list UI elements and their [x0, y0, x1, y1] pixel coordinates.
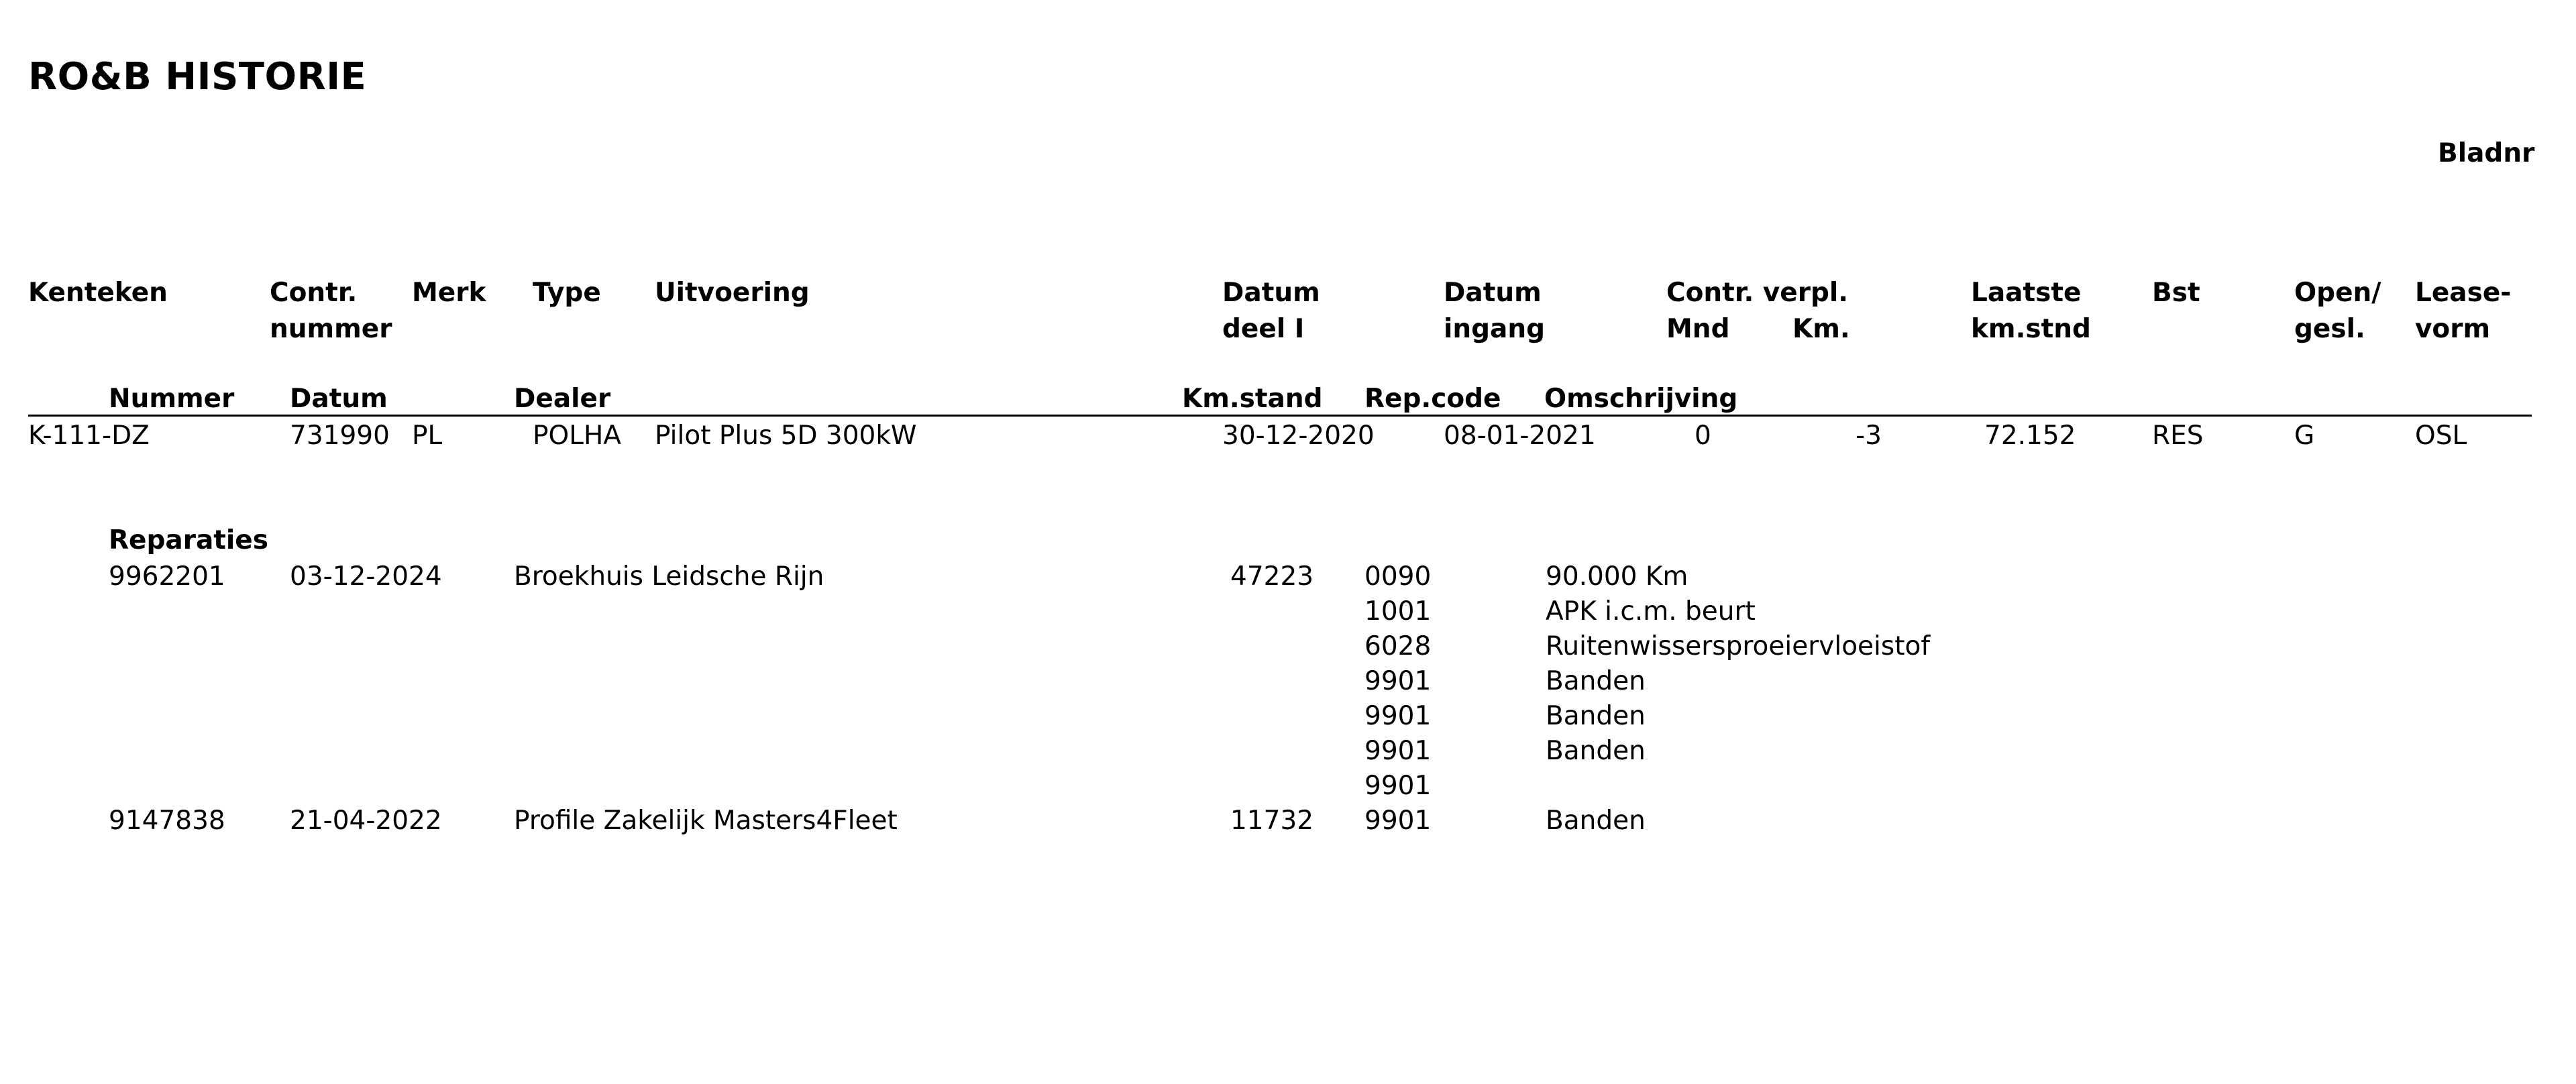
header-datum-deel-line2: deel I — [1222, 314, 1305, 344]
repair-line-code: 1001 — [1364, 596, 1432, 627]
repair-line-code: 9901 — [1364, 736, 1432, 766]
repair-line-code: 9901 — [1364, 701, 1432, 731]
repair-line-code: 6028 — [1364, 631, 1432, 661]
repair-kmstand: 47223 — [1230, 561, 1314, 592]
repair-line-omschrijving: Banden — [1546, 666, 1646, 696]
subheader-repcode: Rep.code — [1364, 384, 1501, 414]
subheader-nummer: Nummer — [109, 384, 235, 414]
header-lease-line2: vorm — [2415, 314, 2491, 344]
repair-datum: 21-04-2022 — [290, 806, 442, 836]
section-reparaties: Reparaties — [109, 525, 268, 555]
vehicle-contract: 731990 — [290, 421, 390, 451]
repair-nummer: 9962201 — [109, 561, 225, 592]
vehicle-open-gesl: G — [2294, 421, 2315, 451]
repair-line-omschrijving: APK i.c.m. beurt — [1546, 596, 1756, 627]
repair-line-code: 9901 — [1364, 771, 1432, 801]
repair-dealer: Profile Zakelijk Masters4Fleet — [514, 806, 898, 836]
repair-kmstand: 11732 — [1230, 806, 1314, 836]
vehicle-uitvoering: Pilot Plus 5D 300kW — [655, 421, 917, 451]
subheader-omschrijving: Omschrijving — [1544, 384, 1738, 414]
vehicle-bst: RES — [2152, 421, 2204, 451]
repair-nummer: 9147838 — [109, 806, 225, 836]
vehicle-datum-ingang: 08-01-2021 — [1444, 421, 1596, 451]
repair-line-omschrijving: Banden — [1546, 736, 1646, 766]
header-type: Type — [533, 278, 601, 308]
repair-datum: 03-12-2024 — [290, 561, 442, 592]
repair-line-omschrijving: Banden — [1546, 701, 1646, 731]
header-contract-line1: Contr. — [270, 278, 358, 308]
page-number-label: Bladnr — [2438, 138, 2535, 168]
repair-line-code: 0090 — [1364, 561, 1432, 592]
vehicle-km: -3 — [1856, 421, 1882, 451]
header-mnd: Mnd — [1666, 314, 1730, 344]
header-divider — [28, 415, 2532, 417]
vehicle-merk: PL — [412, 421, 443, 451]
vehicle-leasevorm: OSL — [2415, 421, 2467, 451]
header-datum-ingang-line2: ingang — [1444, 314, 1546, 344]
repair-line-code: 9901 — [1364, 666, 1432, 696]
vehicle-laatste-km: 72.152 — [1984, 421, 2076, 451]
repair-line-omschrijving: Banden — [1546, 806, 1646, 836]
vehicle-datum-deel: 30-12-2020 — [1222, 421, 1375, 451]
header-uitvoering: Uitvoering — [655, 278, 810, 308]
header-contract-line2: nummer — [270, 314, 392, 344]
header-open-line2: gesl. — [2294, 314, 2365, 344]
header-lease-line1: Lease- — [2415, 278, 2512, 308]
repair-line-omschrijving: 90.000 Km — [1546, 561, 1688, 592]
vehicle-mnd: 0 — [1695, 421, 1711, 451]
page-title: RO&B HISTORIE — [28, 55, 367, 99]
subheader-datum: Datum — [290, 384, 388, 414]
repair-line-omschrijving: Ruitenwissersproeiervloeistof — [1546, 631, 1931, 661]
subheader-kmstand: Km.stand — [1182, 384, 1323, 414]
subheader-dealer: Dealer — [514, 384, 611, 414]
header-bst: Bst — [2152, 278, 2200, 308]
header-merk: Merk — [412, 278, 486, 308]
header-datum-deel-line1: Datum — [1222, 278, 1320, 308]
header-kenteken: Kenteken — [28, 278, 168, 308]
header-km: Km. — [1792, 314, 1850, 344]
repair-line-code: 9901 — [1364, 806, 1432, 836]
vehicle-kenteken: K-111-DZ — [28, 421, 150, 451]
vehicle-type: POLHA — [533, 421, 621, 451]
header-laatste-line1: Laatste — [1971, 278, 2082, 308]
header-datum-ingang-line1: Datum — [1444, 278, 1542, 308]
header-laatste-line2: km.stnd — [1971, 314, 2091, 344]
header-contr-verpl: Contr. verpl. — [1666, 278, 1849, 308]
repair-dealer: Broekhuis Leidsche Rijn — [514, 561, 824, 592]
header-open-line1: Open/ — [2294, 278, 2381, 308]
